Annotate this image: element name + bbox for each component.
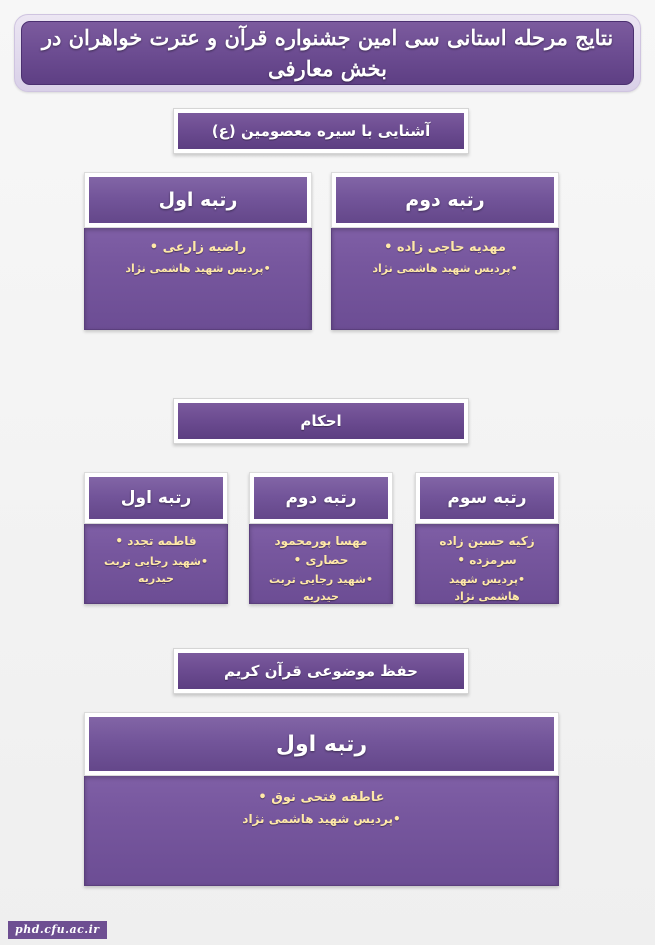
page-title: نتایج مرحله استانی سی امین جشنواره قرآن و عترت خواهران در بخش معارفی xyxy=(41,24,614,81)
rank-body xyxy=(84,524,228,604)
rank-label: رتبه سوم xyxy=(447,488,527,508)
rank-head xyxy=(415,472,559,524)
winner-list xyxy=(264,532,378,605)
winner-list xyxy=(99,532,213,587)
rank-card-s2-r3 xyxy=(415,472,559,604)
winner-campus: • پردیس شهید هاشمی نژاد xyxy=(99,260,297,277)
section-header-label: آشنایی با سیره معصومین (ع) xyxy=(211,122,431,140)
rank-body xyxy=(249,524,393,604)
section-header-label: احکام xyxy=(300,412,342,430)
rank-head xyxy=(84,172,312,228)
rank-card-s2-r2 xyxy=(249,472,393,604)
rank-head-inner xyxy=(89,177,307,223)
winner-name: زکیه حسین زاده سرمزده • xyxy=(430,532,544,569)
rank-body xyxy=(84,776,559,886)
rank-head xyxy=(331,172,559,228)
section-header-inner xyxy=(178,403,464,439)
winner-list xyxy=(346,238,544,277)
rank-head-inner xyxy=(89,717,554,771)
rank-head xyxy=(84,472,228,524)
poster-title-inner xyxy=(21,21,634,85)
winner-name: مهسا پورمحمود حصاری • xyxy=(264,532,378,569)
winner-name: راضیه زارعی • xyxy=(99,238,297,258)
winner-list xyxy=(99,238,297,277)
winner-campus: • شهید رجایی تربت حیدریه xyxy=(99,553,213,587)
section-header-ahkam xyxy=(173,398,469,444)
winner-name: مهدیه حاجی زاده • xyxy=(346,238,544,258)
winner-campus: • پردیس شهید هاشمی نژاد xyxy=(430,571,544,605)
section-header-sireh xyxy=(173,108,469,154)
winner-list xyxy=(430,532,544,605)
winner-list xyxy=(103,788,540,829)
rank-head xyxy=(249,472,393,524)
rank-card-s3-r1 xyxy=(84,712,559,886)
section-header-inner xyxy=(178,653,464,689)
section-header-label: حفظ موضوعی قرآن کریم xyxy=(224,662,418,680)
rank-card-s2-r1 xyxy=(84,472,228,604)
rank-label: رتبه اول xyxy=(275,731,368,757)
rank-head-inner xyxy=(254,477,388,519)
rank-label: رتبه دوم xyxy=(405,189,485,211)
rank-head-inner xyxy=(336,177,554,223)
rank-label: رتبه اول xyxy=(120,488,192,508)
rank-head-inner xyxy=(89,477,223,519)
rank-body xyxy=(84,228,312,330)
winner-campus: • پردیس شهید هاشمی نژاد xyxy=(346,260,544,277)
rank-label: رتبه اول xyxy=(158,189,238,211)
section-header-inner xyxy=(178,113,464,149)
rank-label: رتبه دوم xyxy=(285,488,357,508)
rank-card-s1-r1 xyxy=(84,172,312,330)
winner-campus: • پردیس شهید هاشمی نژاد xyxy=(103,810,540,829)
rank-body xyxy=(415,524,559,604)
rank-body xyxy=(331,228,559,330)
site-watermark: phd.cfu.ac.ir xyxy=(8,921,107,939)
section-header-hefz xyxy=(173,648,469,694)
rank-head-inner xyxy=(420,477,554,519)
rank-head xyxy=(84,712,559,776)
winner-name: فاطمه تجدد • xyxy=(99,532,213,551)
winner-campus: • شهید رجایی تربت حیدریه xyxy=(264,571,378,605)
winner-name: عاطفه فتحی نوق • xyxy=(103,788,540,808)
rank-card-s1-r2 xyxy=(331,172,559,330)
poster-title-banner xyxy=(14,14,641,92)
